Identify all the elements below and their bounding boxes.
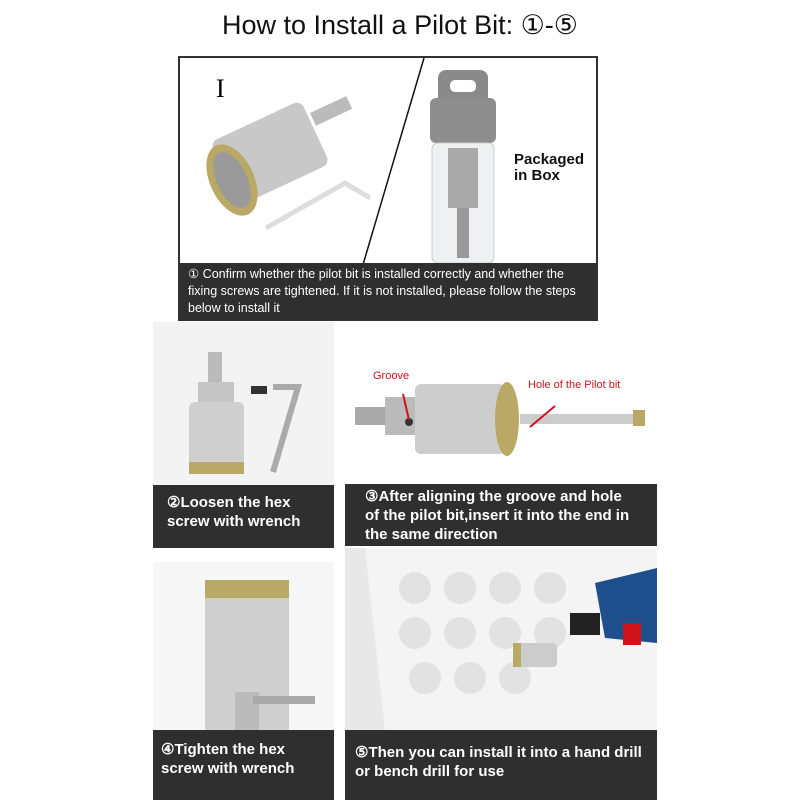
groove-label: Groove bbox=[373, 370, 410, 382]
step-4-caption: ④Tighten the hex screw with wrench bbox=[153, 730, 334, 800]
page-title: How to Install a Pilot Bit: ①-⑤ bbox=[221, 10, 579, 40]
packaging-box-icon bbox=[430, 70, 496, 263]
step-2-illustration bbox=[153, 322, 334, 487]
step-1-panel bbox=[178, 56, 598, 321]
step-1-marker: I bbox=[216, 74, 225, 103]
step-4-panel bbox=[153, 562, 334, 800]
step-5-panel bbox=[345, 548, 657, 800]
hex-wrench-icon bbox=[273, 387, 298, 472]
step-3-illustration bbox=[345, 322, 657, 487]
hex-wrench-icon bbox=[266, 183, 370, 228]
step-2-panel bbox=[153, 322, 334, 548]
step-2-caption: ②Loosen the hex screw with wrench bbox=[153, 485, 334, 548]
hole-label: Hole of the Pilot bit bbox=[528, 379, 621, 391]
step-3-caption: ③After aligning the groove and hole of the pilot bit,insert it into the end in the same direction bbox=[345, 484, 657, 546]
hole-saw-icon bbox=[196, 96, 352, 224]
step-5-caption: ⑤Then you can install it into a hand drill or bench drill for use bbox=[345, 730, 657, 800]
step-5-illustration bbox=[345, 548, 657, 730]
step-1-caption: ① Confirm whether the pilot bit is installed correctly and whether the fixing screws are tightened. If it is not installed, please follow the steps below to install it bbox=[180, 263, 596, 319]
step-3-panel bbox=[345, 322, 657, 548]
step-4-illustration bbox=[153, 562, 334, 732]
packaged-in-box-label: Packaged in Box bbox=[514, 151, 585, 184]
